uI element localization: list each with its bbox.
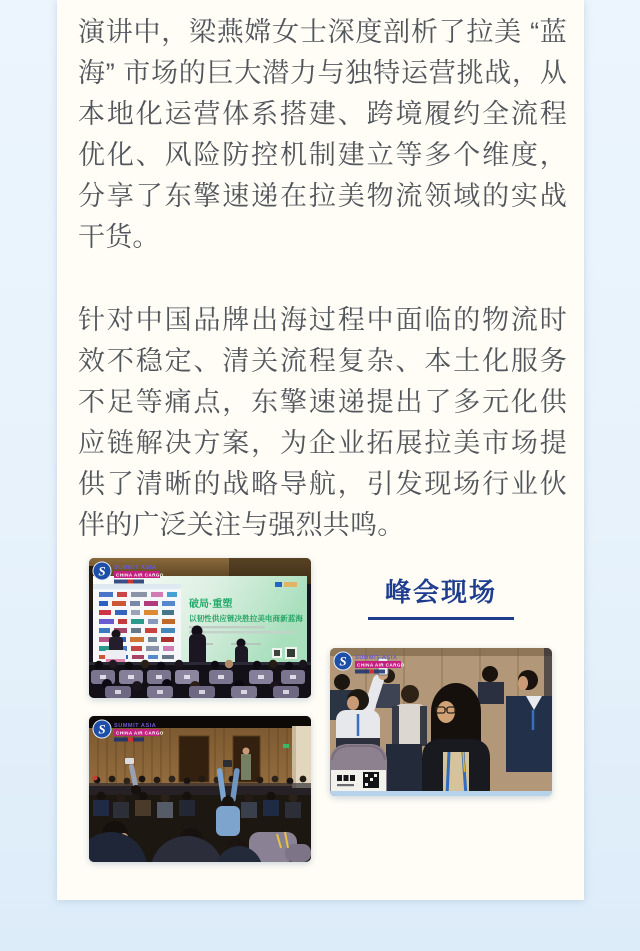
badge-summit-asia-label: SUMMIT ASIA xyxy=(114,723,157,729)
screen-corner-logo xyxy=(275,582,297,587)
badge-china-air-cargo-label: CHINA AIR CARGO xyxy=(116,572,164,578)
article-paragraph: 针对中国品牌出海过程中面临的物流时效不稳定、清关流程复杂、本土化服务不足等痛点，东擎速递提出了多元化供应链解决方案，为企业拓展拉美市场提供了清晰的战略导航，引发现场行业伙伴的广泛关注与强烈共鸣。 xyxy=(78,305,567,540)
exit-sign-icon xyxy=(283,744,289,748)
screen-title-line2: 以韧性供应链决胜拉美电商新蓝海 xyxy=(189,614,303,623)
svg-text:S: S xyxy=(339,653,347,669)
svg-text:S: S xyxy=(98,721,106,737)
qr-code-icon xyxy=(363,772,379,788)
screen-title-line1: 破局·重塑 xyxy=(189,599,233,610)
badge-china-air-cargo-label: CHINA AIR CARGO xyxy=(116,730,164,736)
gallery-heading: 峰会现场 xyxy=(384,577,497,607)
article-body xyxy=(78,12,567,546)
photo-summit-stage[interactable] xyxy=(89,558,311,698)
article-paragraph: 演讲中，梁燕嫦女士深度剖析了拉美 “蓝海” 市场的巨大潜力与独特运营挑战，从本地化运营体系搭建、跨境履约全流程优化、风险防控机制建立等多个维度，分享了东擎速递在拉美物流领域的实战干货。 xyxy=(78,17,567,252)
lanyard xyxy=(447,752,449,796)
badge-china-air-cargo-label: CHINA AIR CARGO xyxy=(357,662,405,668)
photo-summit-audience-wide[interactable] xyxy=(89,716,311,862)
audience-rows xyxy=(89,660,311,698)
badge-summit-asia-label: SUMMIT ASIA xyxy=(355,655,398,661)
badge-summit-asia-label: SUMMIT ASIA xyxy=(114,565,157,571)
heading-underline xyxy=(368,617,514,620)
photo-bottom-strip xyxy=(330,791,552,796)
svg-text:S: S xyxy=(98,563,106,579)
photo-summit-audience-closeup[interactable] xyxy=(330,648,552,796)
chair-with-qr-label xyxy=(330,744,387,796)
article-card xyxy=(57,0,584,900)
gallery-heading-block xyxy=(330,576,552,620)
